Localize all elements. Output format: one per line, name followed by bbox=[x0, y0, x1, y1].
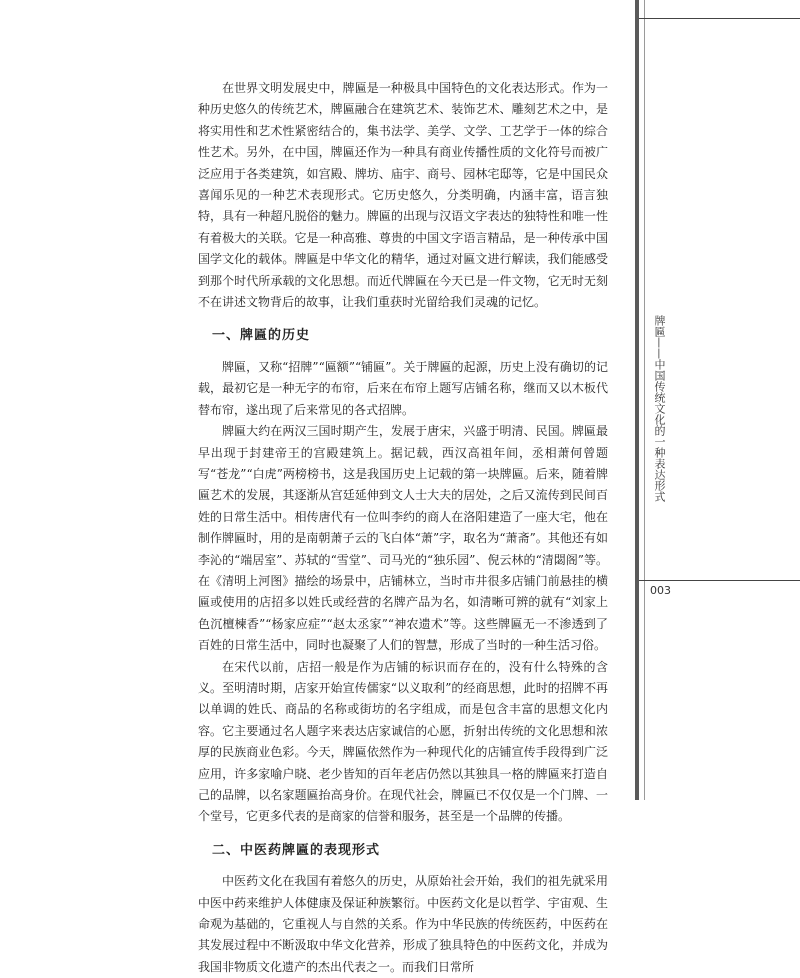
page-body bbox=[198, 78, 608, 978]
margin-top-line bbox=[639, 18, 800, 19]
history-paragraph-2: 牌匾大约在两汉三国时期产生，发展于唐宋，兴盛于明清、民国。牌匾最早出现于封建帝王的宫殿建筑上。据记载，西汉高祖年间，丞相萧何曾题写“苍龙”“白虎”两榜榜书，这是我国历史上记载的第一块牌匾。后来，随着牌匾艺术的发展，其逐渐从宫廷延伸到文人士大夫的居处，之后又流传到民间百姓的日常生活中。相传唐代有一位叫李约的商人在洛阳建造了一座大宅，他在制作牌匾时，用的是南朝萧子云的飞白体“萧”字，取名为“萧斋”。其他还有如李沁的“端居室”、苏轼的“雪堂”、司马光的“独乐园”、倪云林的“清閟阁”等。在《清明上河图》描绘的场景中，店铺林立，当时市井很多店铺门前悬挂的横匾或使用的店招多以姓氏或经营的名牌产品为名，如清晰可辨的就有“刘家上色沉檀楝香”“杨家应症”“赵太丞家”“神农遗术”等。这些牌匾无一不渗透到了百姓的日常生活中，同时也凝聚了人们的智慧，形成了当时的一种生活习俗。 bbox=[198, 424, 608, 653]
folio-line bbox=[639, 580, 800, 581]
intro-paragraph: 在世界文明发展史中，牌匾是一种极具中国特色的文化表达形式。作为一种历史悠久的传统艺术，牌匾融合在建筑艺术、装饰艺术、雕刻艺术之中，是将实用性和艺术性紧密结合的，集书法学、美学、文学、工艺学于一体的综合性艺术。另外，在中国，牌匾还作为一种具有商业传播性质的文化符号而被广泛应用于各类建筑，如宫殿、牌坊、庙宇、商号、园林宅邸等，它是中国民众喜闻乐见的一种艺术表现形式。它历史悠久，分类明确，内涵丰富，语言独特，具有一种超凡脱俗的魅力。牌匾的出现与汉语文字表达的独特性和唯一性有着极大的关联。它是一种高雅、尊贵的中国文字语言精品，是一种传承中国国学文化的载体。牌匾是中华文化的精华，通过对匾文进行解读，我们能感受到那个时代所承载的文化思想。而近代牌匾在今天已是一件文物，它无时无刻不在讲述文物背后的故事，让我们重获时光留给我们灵魂的记忆。 bbox=[198, 81, 608, 310]
margin-rule-thin bbox=[644, 0, 645, 800]
history-paragraph-3: 在宋代以前，店招一般是作为店铺的标识而存在的，没有什么特殊的含义。至明清时期，店家开始宣传儒家“以义取利”的经商思想，此时的招牌不再以单调的姓氏、商品的名称或街坊的名字组成，而是包含丰富的思想文化内容。它主要通过名人题字来表达店家诚信的心愿，折射出传统的文化思想和浓厚的民族商业色彩。今天，牌匾依然作为一种现代化的店铺宣传手段得到广泛应用，许多家喻户晓、老少皆知的百年老店仍然以其独具一格的牌匾来打造自己的品牌，以名家题匾抬高身价。在现代社会，牌匾已不仅仅是一个门牌、一个堂号，它更多代表的是商家的信誉和服务，甚至是一个品牌的传播。 bbox=[198, 659, 608, 824]
section-heading-history: 一、牌匾的历史 bbox=[212, 328, 311, 344]
page-number: 003 bbox=[650, 584, 671, 597]
margin-rule-thick bbox=[635, 0, 639, 800]
running-title: 牌匾——中国传统文化的一种表达形式 bbox=[653, 315, 666, 502]
section-heading-tcm-forms: 二、中医药牌匾的表现形式 bbox=[212, 842, 381, 858]
history-paragraph-1: 牌匾，又称“招牌”“匾额”“铺匾”。关于牌匾的起源，历史上没有确切的记载，最初它是一种无字的布帘，后来在布帘上题写店铺名称，继而又以木板代替布帘，遂出现了后来常见的各式招牌。 bbox=[198, 359, 608, 417]
tcm-paragraph-1: 中医药文化在我国有着悠久的历史，从原始社会开始，我们的祖先就采用中医中药来维护人体健康及保证种族繁衍。中医药文化是以哲学、宇宙观、生命观为基础的，它重视人与自然的关系。作为中华民族的传统医药，中医药在其发展过程中不断汲取中华文化营养，形成了独具特色的中医药文化，并成为我国非物质文化遗产的杰出代表之一。而我们日常所 bbox=[198, 874, 608, 974]
